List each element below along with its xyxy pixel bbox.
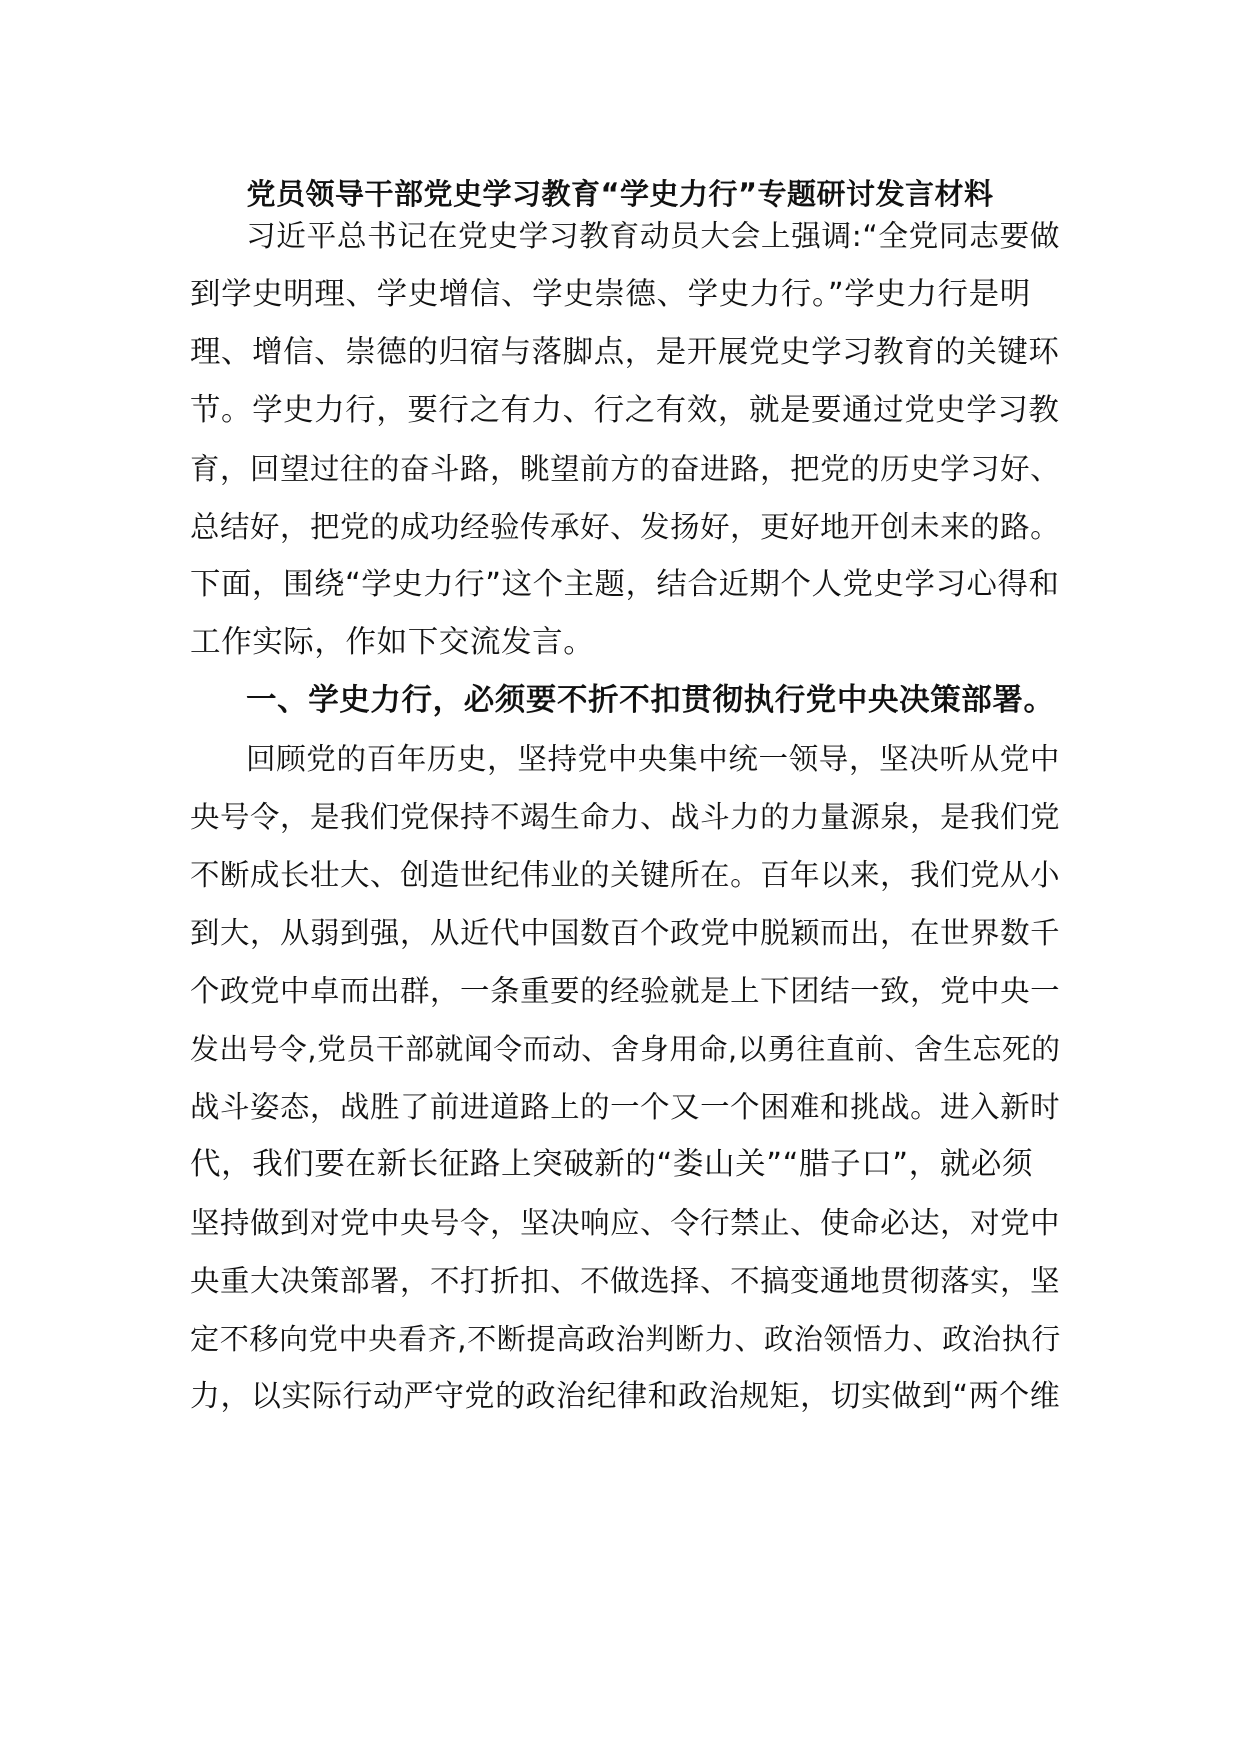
document-title: 党员领导干部党史学习教育“学史力行”专题研讨发言材料 [246, 177, 994, 211]
paragraph-line: 发出号令,党员干部就闻令而动、舍身用命,以勇往直前、舍生忘死的 [190, 1032, 1061, 1066]
paragraph-line: 工作实际，作如下交流发言。 [190, 625, 595, 660]
paragraph-line: 央重大决策部署，不打折扣、不做选择、不搞变通地贯彻落实，坚 [190, 1264, 1061, 1298]
paragraph-line: 回顾党的百年历史，坚持党中央集中统一领导，坚决听从党中 [246, 742, 1060, 776]
paragraph-line: 坚持做到对党中央号令，坚决响应、令行禁止、使命必达，对党中 [190, 1206, 1061, 1240]
paragraph-line: 到学史明理、学史增信、学史崇德、学史力行。”学史力行是明 [190, 277, 1031, 312]
paragraph-line: 不断成长壮大、创造世纪伟业的关键所在。百年以来，我们党从小 [190, 858, 1061, 892]
paragraph-line: 总结好，把党的成功经验传承好、发扬好，更好地开创未来的路。 [190, 510, 1061, 544]
paragraph-line: 战斗姿态，战胜了前进道路上的一个又一个困难和挑战。进入新时 [190, 1090, 1061, 1124]
paragraph-line: 个政党中卓而出群，一条重要的经验就是上下团结一致，党中央一 [190, 974, 1061, 1008]
section-heading: 一、学史力行，必须要不折不扣贯彻执行党中央决策部署。 [246, 683, 1055, 718]
paragraph-line: 下面，围绕“学史力行”这个主题，结合近期个人党史学习心得和 [190, 567, 1060, 602]
paragraph-line: 代，我们要在新长征路上突破新的“娄山关”“腊子口”，就必须 [190, 1147, 1034, 1182]
paragraph-line: 理、增信、崇德的归宿与落脚点，是开展党史学习教育的关键环 [190, 335, 1060, 370]
paragraph-line: 力，以实际行动严守党的政治纪律和政治规矩，切实做到“两个维 [190, 1379, 1061, 1414]
paragraph-line: 央号令，是我们党保持不竭生命力、战斗力的力量源泉，是我们党 [190, 800, 1061, 834]
paragraph-line: 节。学史力行，要行之有力、行之有效，就是要通过党史学习教 [190, 393, 1060, 428]
paragraph-line: 定不移向党中央看齐,不断提高政治判断力、政治领悟力、政治执行 [190, 1322, 1061, 1356]
paragraph-line: 到大，从弱到强，从近代中国数百个政党中脱颖而出，在世界数千 [190, 916, 1061, 950]
paragraph-line: 育，回望过往的奋斗路，眺望前方的奋进路，把党的历史学习好、 [190, 452, 1061, 486]
paragraph-line: 习近平总书记在党史学习教育动员大会上强调:“全党同志要做 [246, 219, 1061, 254]
